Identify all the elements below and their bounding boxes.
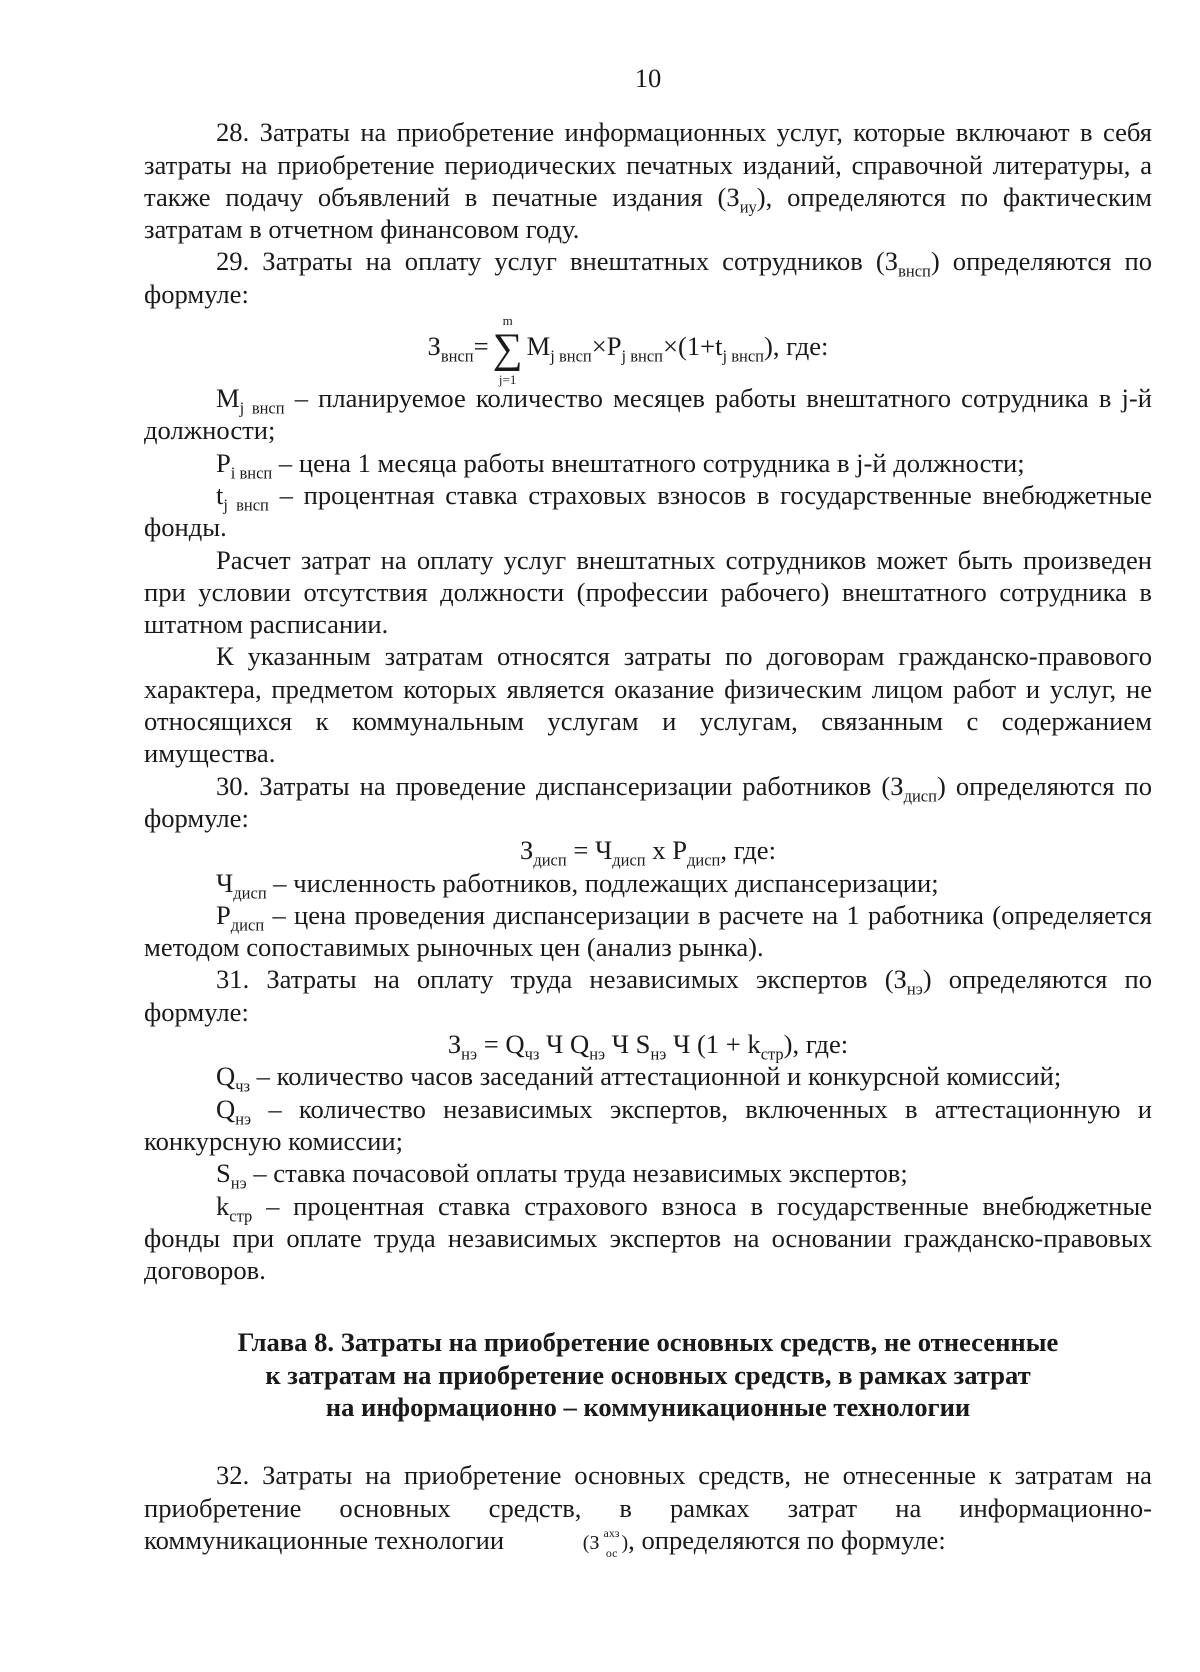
- paragraph-calculation: Расчет затрат на оплату услуг внештатных сотрудников может быть произведен при условии отсутствия должности (профессии рабочего) внештатного сотрудника в штатном расписании.: [144, 544, 1152, 640]
- subscript: иу: [739, 197, 757, 217]
- chapter-8-heading: [144, 1326, 1152, 1423]
- symbol: t: [216, 479, 224, 510]
- definition-text: – процентная ставка страховых взносов в государственные внебюджетные фонды.: [144, 479, 1152, 543]
- paragraph-32: [144, 1459, 1152, 1559]
- formula-ne: [144, 1028, 1152, 1064]
- paragraph-text: ) определяются по формуле:: [144, 964, 1153, 1027]
- definition-ch-disp: [144, 867, 1152, 902]
- subscript: j внсп: [722, 346, 764, 366]
- subscript: j внсп: [239, 398, 285, 418]
- subscript: дисп: [533, 850, 567, 870]
- subscript: i внсп: [230, 462, 273, 482]
- formula-disp: [144, 834, 1152, 870]
- formula-symbol: Ч (1 + k: [666, 1029, 761, 1060]
- heading-line: на информационно – коммуникационные технологии: [325, 1391, 971, 1422]
- page-number: 10: [634, 63, 662, 93]
- definition-k-str: [144, 1190, 1152, 1287]
- formula-symbol: З: [447, 1029, 462, 1060]
- subscript: внсп: [440, 346, 474, 366]
- paragraph-text: 31. Затраты на оплату труда независимых экспертов (З: [216, 964, 907, 995]
- paragraph-reference: К указанным затратам относятся затраты по договорам гражданско-правового характера, предметом которых является оказание физическим лицом работ и услуг, не относящихся к коммунальным услугам и услугам, связанным с содержанием имущества.: [144, 641, 1152, 769]
- subscript: внсп: [898, 261, 931, 281]
- symbol: P: [216, 447, 231, 478]
- definition-text: – цена проведения диспансеризации в расчете на 1 работника (определяется методом сопоставимых рыночных цен (анализ рынка).: [144, 899, 1152, 963]
- definition-p-vnsp: [144, 447, 1152, 482]
- paragraph-text: 32. Затраты на приобретение основных средств, не отнесенные к затратам на приобретение основных средств, в рамках затрат на информационно-коммуникационные технологии: [144, 1460, 1152, 1555]
- formula-symbol: З: [427, 331, 441, 362]
- definition-q-chz: [144, 1060, 1152, 1096]
- paragraph-text: ) определяются по формуле:: [144, 770, 1152, 833]
- subscript: нэ: [589, 1044, 606, 1064]
- formula-symbol: ), где:: [763, 331, 829, 362]
- formula-symbol: , где:: [720, 835, 776, 866]
- heading-line: к затратам на приобретение основных средств, в рамках затрат: [265, 1359, 1031, 1390]
- symbol: Q: [216, 1061, 236, 1092]
- symbol: Q: [216, 1093, 236, 1124]
- subscript: j внсп: [621, 346, 663, 366]
- definition-text: – процентная ставка страхового взноса в государственные внебюджетные фонды при оплате труда независимых экспертов на основании гражданско-правовых договоров.: [144, 1190, 1152, 1286]
- paragraph-29: [144, 245, 1152, 310]
- paragraph-text: 29. Затраты на оплату услуг внештатных сотрудников (З: [216, 246, 899, 277]
- symbol-z-akhz-os: [511, 1525, 620, 1560]
- subscript: стр: [760, 1044, 784, 1064]
- formula-symbol: Ч Q: [539, 1029, 590, 1060]
- paragraph-text: 30. Затраты на проведение диспансеризации работников (З: [216, 770, 904, 801]
- subscript: дисп: [612, 850, 646, 870]
- definition-r-disp: [144, 899, 1152, 964]
- formula-vnsp: [104, 310, 1152, 387]
- definition-t-vnsp: [144, 479, 1152, 544]
- subscript: j внсп: [550, 346, 592, 366]
- formula-symbol: З: [520, 835, 534, 866]
- definition-text: – количество независимых экспертов, включенных в аттестационную и конкурсную комиссии;: [144, 1093, 1152, 1156]
- sum-upper-limit: m: [502, 312, 513, 328]
- subscript: нэ: [235, 1108, 252, 1128]
- subscript: нэ: [230, 1173, 247, 1193]
- subscript: нэ: [461, 1044, 478, 1064]
- symbol: M: [216, 383, 240, 414]
- paragraph-text: , определяются по формуле:: [628, 1524, 946, 1555]
- formula-symbol: = Ч: [566, 835, 613, 866]
- formula-symbol: M: [526, 331, 551, 362]
- paragraph-31: [144, 963, 1152, 1028]
- formula-symbol: ), где:: [783, 1029, 849, 1060]
- sigma-icon: ∑: [492, 325, 523, 372]
- subscript: ос: [605, 1545, 618, 1560]
- subscript: нэ: [650, 1044, 667, 1064]
- formula-symbol: ×P: [591, 331, 622, 362]
- symbol: (З: [582, 1531, 600, 1554]
- subscript: j внсп: [223, 495, 269, 515]
- superscript: ахз: [603, 1525, 620, 1540]
- symbol: Р: [216, 899, 231, 930]
- formula-symbol: х Р: [645, 835, 688, 866]
- formula-symbol: =: [473, 331, 489, 362]
- paragraph-text: ), определяются по фактическим затратам в отчетном финансовом году.: [144, 181, 1152, 245]
- symbol: Ч: [216, 867, 234, 898]
- paragraph-30: [144, 770, 1152, 835]
- subscript: чз: [524, 1044, 540, 1064]
- definition-q-ne: [144, 1093, 1152, 1158]
- formula-symbol: Ч S: [605, 1029, 651, 1060]
- heading-line: Глава 8. Затраты на приобретение основных средств, не отнесенные: [237, 1327, 1059, 1358]
- subscript: чз: [235, 1076, 251, 1096]
- paragraph-text: ) определяются по формуле:: [144, 246, 1153, 309]
- sum-lower-limit: j=1: [498, 371, 517, 387]
- definition-text: – численность работников, подлежащих диспансеризации;: [266, 867, 939, 898]
- subscript: нэ: [906, 979, 923, 999]
- subscript: дисп: [687, 850, 721, 870]
- formula-symbol: = Q: [477, 1029, 525, 1060]
- definition-text: – количество часов заседаний аттестационной и конкурсной комиссий;: [250, 1061, 1062, 1092]
- paragraph-28: [144, 116, 1152, 245]
- definition-text: – планируемое количество месяцев работы внештатного сотрудника в j-й должности;: [144, 383, 1152, 446]
- subscript: дисп: [230, 915, 265, 935]
- subscript: дисп: [233, 882, 267, 902]
- symbol: ): [621, 1531, 629, 1554]
- paragraph-text: 28. Затраты на приобретение информационных услуг, которые включают в себя затраты на приобретение периодических печатных изданий, справочной литературы, а также подачу объявлений в печатные издания (З: [144, 117, 1152, 212]
- formula-symbol: ×(1+t: [662, 331, 723, 362]
- definition-text: – цена 1 месяца работы внештатного сотрудника в j-й должности;: [272, 447, 1025, 478]
- subscript: стр: [229, 1205, 253, 1225]
- symbol: k: [216, 1190, 230, 1221]
- symbol: S: [216, 1158, 231, 1189]
- definition-s-ne: [144, 1157, 1152, 1193]
- sum-operator: [491, 312, 525, 387]
- definition-text: – ставка почасовой оплаты труда независимых экспертов;: [246, 1158, 908, 1189]
- definition-m-vnsp: [144, 382, 1152, 447]
- subscript: дисп: [903, 785, 937, 805]
